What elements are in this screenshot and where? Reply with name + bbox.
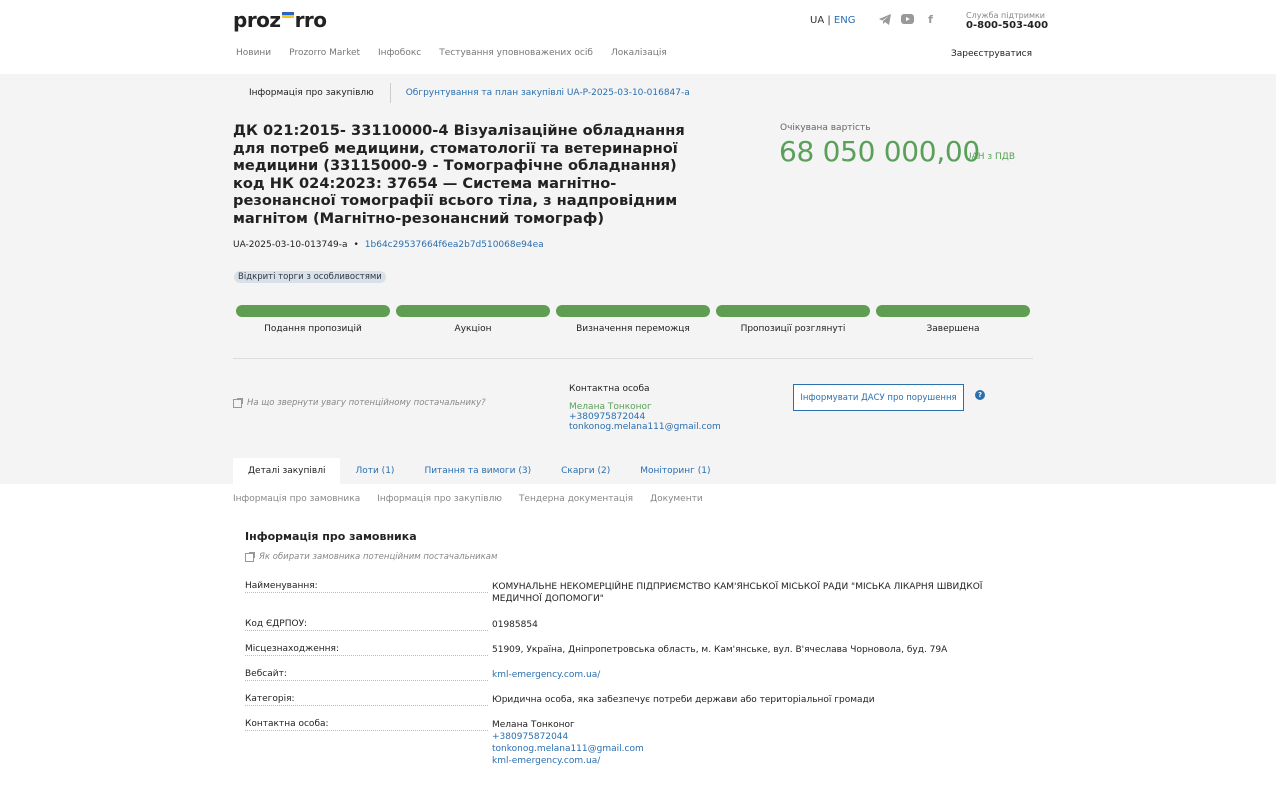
tender-title: ДК 021:2015- 33110000-4 Візуалізаційне обладнання для потреб медицини, стоматології та ветеринарної медицини (33115000-9 - Томографічне обладнання) код НК 024:2023: 37654 — Система магнітно-резонансної томографії всього тіла, з надпровідним магнітом (Магнітно-резонансний томограф): [233, 122, 685, 227]
contact-person-phone[interactable]: +380975872044: [569, 412, 646, 422]
row-key: Найменування:: [245, 581, 488, 593]
tab-procurement-details[interactable]: Деталі закупівлі: [233, 458, 340, 484]
main-nav: [236, 48, 685, 58]
stage-label: Завершена: [926, 324, 980, 334]
language-switcher: [810, 15, 855, 26]
stage-auction: [393, 305, 553, 334]
lang-separator: |: [827, 15, 831, 26]
stage-label: Визначення переможця: [576, 324, 690, 334]
tender-hash[interactable]: 1b64c29537664f6ea2b7d510068e94ea: [364, 240, 544, 250]
nav-item-testing[interactable]: Тестування уповноважених осіб: [439, 48, 593, 58]
site-header: [0, 0, 1276, 74]
ukraine-flag-icon: [282, 12, 294, 18]
customer-edrpou-value: 01985854: [492, 620, 538, 630]
report-dasu-button[interactable]: Інформувати ДАСУ про порушення: [793, 384, 964, 411]
customer-info-title: Інформація про замовника: [245, 530, 417, 543]
row-key: Контактна особа:: [245, 719, 488, 731]
subtab-procurement-info[interactable]: Інформація про закупівлю: [249, 88, 374, 98]
expected-value-label: Очікувана вартість: [780, 123, 871, 133]
stage-bar: [396, 305, 550, 317]
divider: [233, 358, 1033, 359]
stage-label: Аукціон: [454, 324, 492, 334]
subtab-plan-link[interactable]: Обгрунтування та план закупівлі UA-P-2025-03-10-016847-a: [405, 88, 690, 98]
tender-id: UA-2025-03-10-013749-a: [233, 240, 348, 250]
help-icon[interactable]: ?: [975, 390, 985, 400]
contact-person-title: Контактна особа: [569, 384, 650, 394]
id-separator: •: [353, 240, 359, 250]
customer-contact-email[interactable]: tonkonog.melana111@gmail.com: [492, 744, 644, 754]
social-links: [878, 14, 937, 26]
logo-text-right: rro: [294, 8, 327, 32]
stage-bar: [556, 305, 710, 317]
procedure-type-badge: Відкриті торги з особливостями: [234, 271, 386, 283]
stage-bar: [876, 305, 1030, 317]
nav-item-market[interactable]: Prozorro Market: [289, 48, 361, 58]
stage-bar: [716, 305, 870, 317]
stage-submission: [233, 305, 393, 334]
stage-label: Подання пропозицій: [264, 324, 362, 334]
customer-contact-site[interactable]: kml-emergency.com.ua/: [492, 756, 601, 766]
external-link-icon: [245, 553, 254, 562]
prozorro-logo[interactable]: [233, 8, 327, 32]
telegram-icon[interactable]: [878, 14, 891, 26]
row-key: Категорія:: [245, 694, 488, 706]
tab-complaints[interactable]: Скарги (2): [561, 466, 611, 476]
row-key: Код ЄДРПОУ:: [245, 619, 488, 631]
detail-tabs: [233, 458, 725, 484]
customer-hint-text: Як обирати замовника потенційним постачальникам: [259, 552, 498, 562]
customer-contact-phone[interactable]: +380975872044: [492, 732, 569, 742]
section-anchor-links: [233, 494, 720, 504]
anchor-procurement-info[interactable]: Інформація про закупівлю: [377, 494, 502, 504]
customer-location-value: 51909, Україна, Дніпропетровська область, м. Кам'янське, вул. В'ячеслава Чорновола, буд. 79А: [492, 645, 948, 655]
nav-item-news[interactable]: Новини: [236, 48, 272, 58]
tab-questions[interactable]: Питання та вимоги (3): [424, 466, 532, 476]
supplier-hint-text: На що звернути увагу потенційному постачальнику?: [247, 398, 486, 408]
customer-website-link[interactable]: kml-emergency.com.ua/: [492, 670, 601, 680]
stage-label: Пропозиції розглянуті: [740, 324, 846, 334]
stage-bar: [236, 305, 390, 317]
facebook-icon[interactable]: f: [928, 13, 933, 26]
lang-eng[interactable]: ENG: [833, 15, 856, 26]
support-phone[interactable]: 0-800-503-400: [966, 20, 1049, 31]
customer-name-value: КОМУНАЛЬНЕ НЕКОМЕРЦІЙНЕ ПІДПРИЄМСТВО КАМ'ЯНСЬКОЇ МІСЬКОЇ РАДИ "МІСЬКА ЛІКАРНЯ ШВИДКОЇ МЕДИЧНОЇ ДОПОМОГИ": [492, 582, 983, 604]
tender-ids: [233, 240, 544, 250]
external-link-icon: [233, 399, 242, 408]
contact-person-name: Мелана Тонконог: [569, 402, 652, 412]
customer-category-value: Юридична особа, яка забезпечує потреби держави або територіальної громади: [492, 695, 875, 705]
contact-person-email[interactable]: tonkonog.melana111@gmail.com: [569, 422, 721, 432]
nav-item-localization[interactable]: Локалізація: [610, 48, 667, 58]
expected-value-amount: 68 050 000,00: [779, 135, 980, 168]
row-key: Вебсайт:: [245, 669, 488, 681]
lang-ua[interactable]: UA: [810, 15, 825, 26]
register-link[interactable]: Зареєструватися: [951, 49, 1032, 59]
customer-hint-link[interactable]: [245, 552, 497, 562]
supplier-hint-link[interactable]: [233, 398, 486, 408]
row-key: Місцезнаходження:: [245, 644, 488, 656]
anchor-documents[interactable]: Документи: [650, 494, 703, 504]
customer-contact-name: Мелана Тонконог: [492, 720, 575, 730]
subtabs: [233, 82, 705, 104]
logo-text-left: proz: [233, 8, 281, 32]
anchor-customer-info[interactable]: Інформація про замовника: [233, 494, 361, 504]
tab-lots[interactable]: Лоти (1): [355, 466, 395, 476]
expected-value-unit: UAH з ПДВ: [965, 152, 1015, 162]
youtube-icon[interactable]: [901, 14, 914, 26]
tender-stage-progress: [233, 305, 1033, 334]
stage-completed: [873, 305, 1033, 334]
support-label: Служба підтримки: [966, 11, 1046, 20]
anchor-tender-docs[interactable]: Тендерна документація: [518, 494, 634, 504]
stage-winner-selection: [553, 305, 713, 334]
nav-item-infobox[interactable]: Інфобокс: [378, 48, 422, 58]
tab-monitoring[interactable]: Моніторинг (1): [640, 466, 711, 476]
stage-proposals-reviewed: [713, 305, 873, 334]
